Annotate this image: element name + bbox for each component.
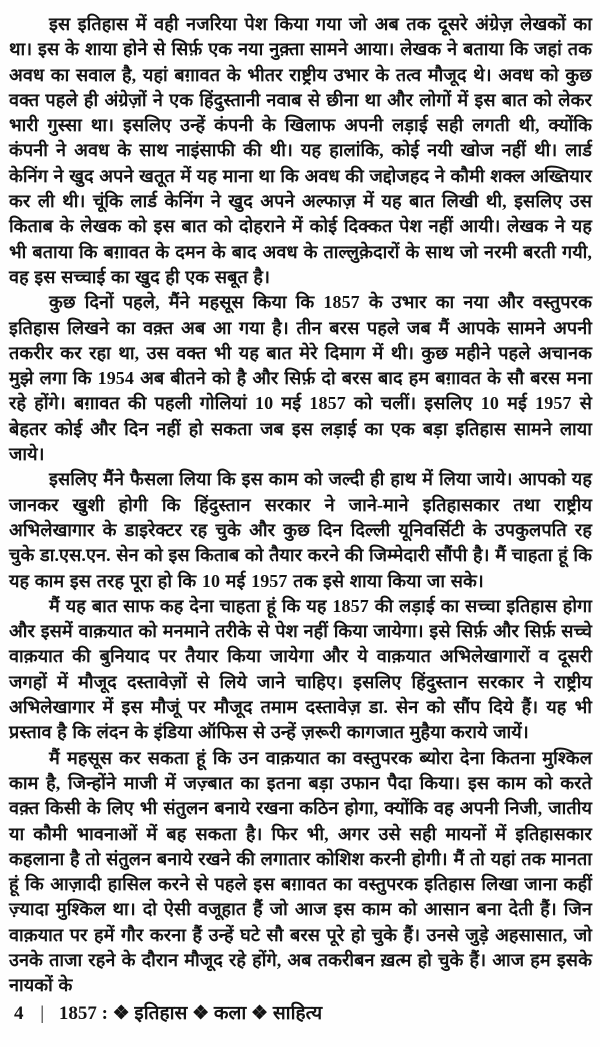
page-footer: [14, 999, 322, 1025]
paragraph: इस इतिहास में वही नजरिया पेश किया गया जो अब तक दूसरे अंग्रेज़ लेखकों का था। इस के शाया होने से सिर्फ़ एक नया नुक़्ता सामने आया। लेखक ने बताया कि जहां तक अवध का सवाल है, यहां बग़ावत के भीतर राष्ट्रीय उभार के तत्व मौजूद थे। अवध को कुछ वक्त पहले ही अंग्रेज़ों ने एक हिंदुस्तानी नवाब से छीना था और लोगों में इस बात को लेकर भारी गुस्सा था। इसलिए उन्हें कंपनी के खिलाफ अपनी लड़ाई सही लगती थी, क्योंकि कंपनी ने अवध के साथ नाइंसाफी की थी। यह हालांकि, कोई नयी खोज नहीं थी। लार्ड केनिंग ने खुद अपने खतूत में यह माना था कि अवध की जद्दोजहद ने कौमी शक्ल अख्तियार कर ली थी। चूंकि लार्ड केनिंग ने खुद अपने अल्फाज़ में यह बात लिखी थी, इसलिए उस किताब के लेखक को इस बात को दोहराने में कोई दिक्कत पेश नहीं आयी। लेखक ने यह भी बताया कि बग़ावत के दमन के बाद अवध के ताल्लुक़ेदारों के साथ जो नरमी बरती गयी, वह इस सच्चाई का खुद ही एक सबूत है।: [9, 14, 592, 287]
footer-separator: |: [40, 1003, 45, 1024]
paragraph: कुछ दिनों पहले, मैंने महसूस किया कि 1857 के उभार का नया और वस्तुपरक इतिहास लिखने का वक़्त अब आ गया है। तीन बरस पहले जब मैं आपके सामने अपनी तकरीर कर रहा था, उस वक्त भी यह बात मेरे दिमाग में थी। कुछ महीने पहले अचानक मुझे लगा कि 1954 अब बीतने को है और सिर्फ़ दो बरस बाद हम बग़ावत के सौ बरस मना रहे होंगे। बग़ावत की पहली गोलियां 10 मई 1857 को चलीं। इसलिए 10 मई 1957 से बेहतर कोई और दिन नहीं हो सकता जब इस लड़ाई का एक बड़ा इतिहास सामने लाया जाये।: [9, 292, 592, 465]
paragraph: इसलिए मैंने फैसला लिया कि इस काम को जल्दी ही हाथ में लिया जाये। आपको यह जानकर खुशी होगी कि हिंदुस्तान सरकार ने जाने-माने इतिहासकार तथा राष्ट्रीय अभिलेखागार के डाइरेक्टर रह चुके और कुछ दिन दिल्ली यूनिवर्सिटी के उपकुलपति रह चुके डा.एस.एन. सेन को इस किताब को तैयार करने की जिम्मेदारी सौंपी है। मैं चाहता हूं कि यह काम इस तरह पूरा हो कि 10 मई 1957 तक इसे शाया किया जा सके।: [9, 469, 592, 591]
paragraph: मैं महसूस कर सकता हूं कि उन वाक़यात का वस्तुपरक ब्योरा देना कितना मुश्किल काम है, जिन्होंने माजी में जज़्बात का इतना बड़ा उफान पैदा किया। इस काम को करते वक़्त किसी के लिए भी संतुलन बनाये रखना कठिन होगा, क्योंकि वह अपनी निजी, जातीय या कौमी भावनाओं में बह सकता है। फिर भी, अगर उसे सही मायनों में इतिहासकार कहलाना है तो संतुलन बनाये रखने की लगातार कोशिश करनी होगी। मैं तो यहां तक मानता हूं कि आज़ादी हासिल करने से पहले इस बग़ावत का वस्तुपरक इतिहास लिखा जाना कहीं ज़्यादा मुश्किल था। दो ऐसी वजूहात हैं जो आज इस काम को आसान बना देती हैं। जिन वाक़यात पर हमें गौर करना हैं उन्हें घटे सौ बरस पूरे हो चुके हैं। उनसे जुड़े अहसासात, जो उनके ताजा रहने के दौरान मौजूद रहे होंगे, अब तकरीबन ख़त्म हो चुके हैं। आज हम इसके नायकों के: [9, 747, 592, 996]
paragraph: मैं यह बात साफ कह देना चाहता हूं कि यह 1857 की लड़ाई का सच्चा इतिहास होगा और इसमें वाक़यात को मनमाने तरीके से पेश नहीं किया जायेगा। इसे सिर्फ़ और सिर्फ़ सच्चे वाक़यात की बुनियाद पर तैयार किया जायेगा और ये वाक़यात अभिलेखागारों व दूसरी जगहों में मौजूद दस्तावेज़ों से लिये जाने चाहिए। इसलिए हिंदुस्तान सरकार ने राष्ट्रीय अभिलेखागार में इस मौजूं पर मौजूद तमाम दस्तावेज़ डा. सेन को सौंप दिये हैं। यह भी प्रस्ताव है कि लंदन के इंडिया ऑफिस से उन्हें ज़रूरी कागजात मुहैया कराये जायें।: [9, 595, 592, 743]
page-number: 4: [14, 1003, 24, 1024]
running-title: 1857 : ❖ इतिहास ❖ कला ❖ साहित्य: [58, 1003, 323, 1024]
body-text: [9, 12, 592, 999]
